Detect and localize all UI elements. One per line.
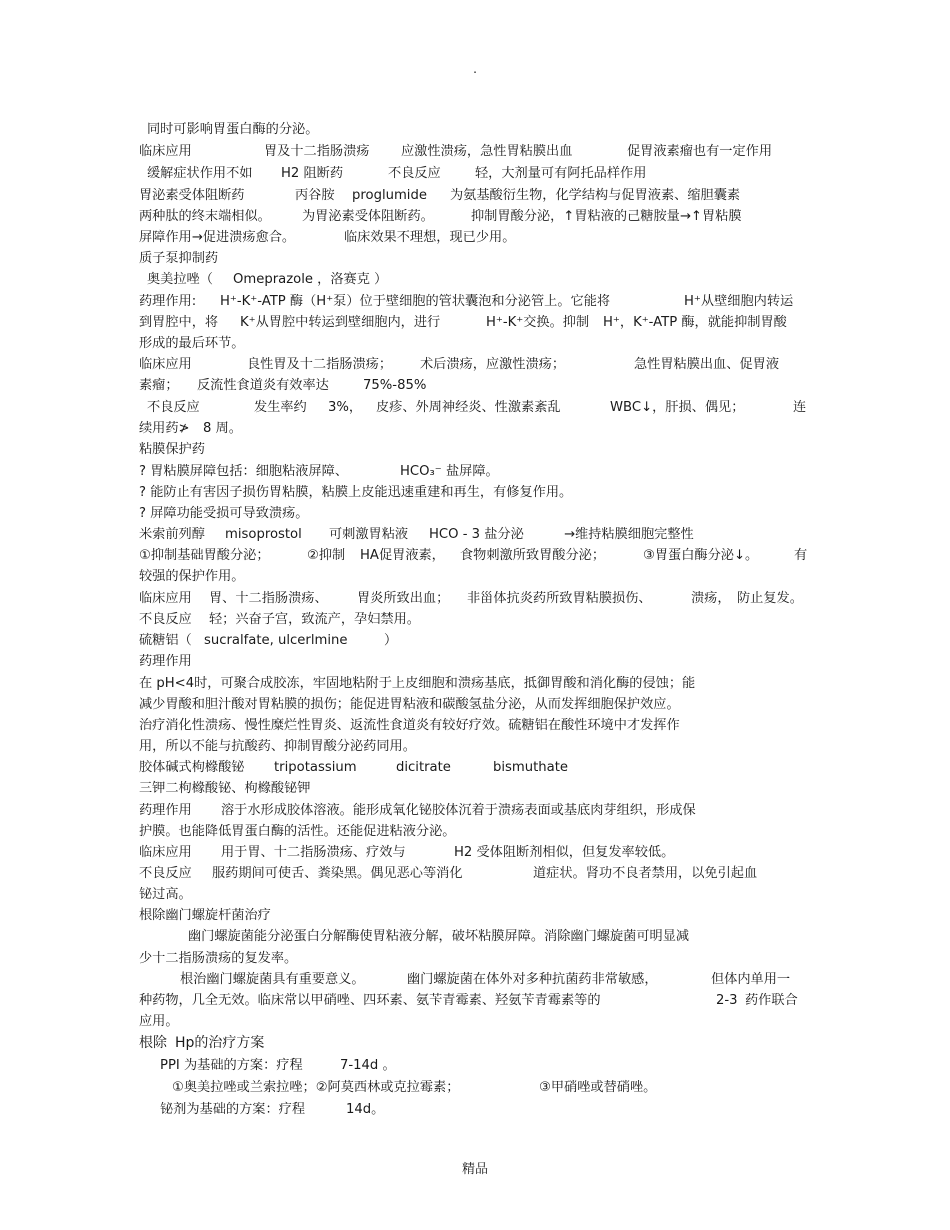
- text-segment: 临床应用: [139, 845, 192, 860]
- text-segment: 续用药≯: [139, 421, 190, 436]
- text-segment: 种药物，几全无效。临床常以甲硝唑、四环素、氨苄青霉素、羟氨苄青霉素等的: [139, 993, 601, 1008]
- text-segment: 两种肽的终末端相似。: [139, 209, 271, 224]
- text-segment: misoprostol: [225, 527, 302, 542]
- text-segment: 急性胃粘膜出血、促胃液: [634, 357, 780, 372]
- text-segment: 食物刺激所致胃酸分泌；: [460, 548, 606, 563]
- text-segment: 临床应用: [139, 357, 192, 372]
- text-segment: 临床应用: [139, 591, 192, 606]
- text-line: [0, 334, 950, 354]
- text-segment: tripotassium: [274, 760, 357, 775]
- text-segment: 应激性溃疡，急性胃粘膜出血: [401, 144, 573, 159]
- text-line: [0, 207, 950, 227]
- text-segment: 根除幽门螺旋杆菌治疗: [139, 908, 271, 923]
- text-segment: PPI 为基础的方案：疗程: [160, 1058, 303, 1073]
- text-segment: 7-14d 。: [340, 1058, 396, 1073]
- text-segment: 临床应用: [139, 144, 192, 159]
- text-segment: ? 胃粘膜屏障包括：细胞粘液屏障、: [139, 464, 349, 479]
- text-segment: 米索前列醇: [139, 527, 205, 542]
- text-segment: 缓解症状作用不如: [147, 166, 253, 181]
- text-segment: K⁺从胃腔中转运到壁细胞内，进行: [240, 315, 441, 330]
- text-segment: 反流性食道炎有效率达: [197, 378, 329, 393]
- text-line: [0, 1033, 950, 1053]
- text-line: [0, 801, 950, 821]
- text-line: [0, 695, 950, 715]
- text-line: [0, 610, 950, 630]
- text-segment: 屏障作用→促进溃疡愈合。: [139, 230, 296, 245]
- text-segment: 皮疹、外周神经炎、性激素紊乱: [376, 400, 561, 415]
- text-line: [0, 949, 950, 969]
- text-segment: 少十二指肠溃疡的复发率。: [139, 951, 298, 966]
- text-line: [0, 631, 950, 651]
- text-segment: 到胃腔中，将: [139, 315, 219, 330]
- text-line: [0, 652, 950, 672]
- text-line: [0, 483, 950, 503]
- text-segment: 减少胃酸和胆汁酸对胃粘膜的损伤；能促进胃粘液和碳酸氢盐分泌，从而发挥细胞保护效应。: [139, 697, 680, 712]
- text-segment: ? 屏障功能受损可导致溃疡。: [139, 506, 309, 521]
- text-segment: 发生率约: [254, 400, 307, 415]
- text-line: [0, 822, 950, 842]
- text-segment: 连: [793, 400, 807, 415]
- text-line: [0, 1012, 950, 1032]
- text-segment: 8 周。: [203, 421, 242, 436]
- text-segment: H⁺，K⁺-ATP 酶，就能抑制胃酸: [603, 315, 787, 330]
- text-segment: WBC↓，肝损、偶见；: [610, 400, 745, 415]
- text-segment: →维持粘膜细胞完整性: [564, 527, 694, 542]
- text-segment: ③胃蛋白酶分泌↓。: [643, 548, 759, 563]
- text-line: [0, 292, 950, 312]
- text-segment: proglumide: [352, 188, 427, 203]
- text-segment: 术后溃疡，应激性溃疡；: [420, 357, 566, 372]
- text-segment: 溃疡，: [691, 591, 731, 606]
- text-segment: 形成的最后环节。: [139, 336, 245, 351]
- text-line: [0, 716, 950, 736]
- text-segment: 不良反应: [139, 866, 192, 881]
- text-segment: 用，所以不能与抗酸药、抑制胃酸分泌药同用。: [139, 739, 416, 754]
- text-segment: 不良反应: [388, 166, 441, 181]
- text-segment: 胃及十二指肠溃疡: [264, 144, 370, 159]
- text-segment: 为胃泌素受体阻断药。: [302, 209, 434, 224]
- text-segment: 临床效果不理想，现已少用。: [344, 230, 516, 245]
- text-segment: sucralfate, ulcerlmine: [204, 633, 348, 648]
- text-segment: 同时可影响胃蛋白酶的分泌。: [147, 122, 319, 137]
- text-segment: 护膜。也能降低胃蛋白酶的活性。还能促进粘液分泌。: [139, 824, 456, 839]
- text-line: [0, 864, 950, 884]
- text-segment: 幽门螺旋菌能分泌蛋白分解酶使胃粘液分解，破坏粘膜屏障。消除幽门螺旋菌可明显减: [188, 929, 690, 944]
- text-segment: 防止复发。: [737, 591, 803, 606]
- text-segment: Hp的治疗方案: [175, 1035, 265, 1051]
- text-segment: 促胃液素瘤也有一定作用: [627, 144, 773, 159]
- text-segment: 质子泵抑制药: [139, 251, 219, 266]
- text-line: [0, 674, 950, 694]
- text-segment: 治疗消化性溃疡、慢性糜烂性胃炎、返流性食道炎有较好疗效。硫糖铝在酸性环境中才发挥作: [139, 718, 680, 733]
- text-segment: 不良反应: [147, 400, 200, 415]
- text-segment: 75%-85%: [363, 378, 427, 393]
- text-segment: 胃炎所致出血；: [357, 591, 450, 606]
- text-segment: 幽门螺旋菌在体外对多种抗菌药非常敏感，: [407, 972, 658, 987]
- text-line: [0, 970, 950, 990]
- text-line: [0, 164, 950, 184]
- text-segment: ②抑制: [307, 548, 346, 563]
- text-segment: 14d。: [346, 1102, 385, 1117]
- text-segment: 轻；兴奋子宫，致流产，孕妇禁用。: [209, 612, 420, 627]
- text-line: [0, 462, 950, 482]
- text-segment: H2 阻断药: [281, 166, 344, 181]
- text-segment: 在 pH<4时，可聚合成胶冻，牢固地粘附于上皮细胞和溃疡基底，抵御胃酸和消化酶的侵蚀；能: [139, 676, 696, 691]
- text-segment: ? 能防止有害因子损伤胃粘膜，粘膜上皮能迅速重建和再生，有修复作用。: [139, 485, 573, 500]
- text-line: [0, 1100, 950, 1120]
- text-segment: 药理作用: [139, 654, 192, 669]
- text-segment: 根除: [139, 1035, 167, 1051]
- text-segment: 抑制胃酸分泌，↑胃粘液的己糖胺量→↑胃粘膜: [471, 209, 742, 224]
- text-segment: 可刺激胃粘液: [329, 527, 409, 542]
- text-line: [0, 737, 950, 757]
- text-segment: 丙谷胺: [295, 188, 335, 203]
- text-segment: 药理作用: [139, 803, 192, 818]
- text-segment: 粘膜保护药: [139, 442, 205, 457]
- text-segment: ）: [384, 633, 398, 648]
- text-segment: 良性胃及十二指肠溃疡；: [247, 357, 393, 372]
- text-segment: 胃泌素受体阻断药: [139, 188, 245, 203]
- text-line: [0, 142, 950, 162]
- text-line: [0, 376, 950, 396]
- text-segment: 药理作用:: [139, 294, 197, 309]
- text-segment: 三钾二枸橼酸铋、枸橼酸铋钾: [139, 781, 311, 796]
- text-line: [0, 313, 950, 333]
- text-segment: H⁺-K⁺-ATP 酶（H⁺泵）位于壁细胞的管状囊泡和分泌管上。它能将: [220, 294, 611, 309]
- text-segment: 铋剂为基础的方案：疗程: [160, 1102, 306, 1117]
- text-segment: 但体内单用一: [711, 972, 791, 987]
- text-line: [0, 567, 950, 587]
- text-line: [0, 779, 950, 799]
- text-segment: Omeprazole ，洛赛克 ）: [233, 272, 388, 287]
- text-segment: 3%，: [328, 400, 363, 415]
- text-line: [0, 249, 950, 269]
- text-line: [0, 758, 950, 778]
- text-segment: 服药期间可使舌、粪染黑。偶见恶心等消化: [212, 866, 463, 881]
- text-segment: 道症状。肾功不良者禁用，以免引起血: [533, 866, 758, 881]
- text-segment: HCO₃⁻ 盐屏障。: [400, 464, 499, 479]
- text-line: [0, 589, 950, 609]
- text-segment: 溶于水形成胶体溶液。能形成氧化铋胶体沉着于溃疡表面或基底肉芽组织，形成保: [221, 803, 696, 818]
- text-segment: 轻，大剂量可有阿托品样作用: [475, 166, 647, 181]
- text-segment: bismuthate: [493, 760, 569, 775]
- text-line: [0, 440, 950, 460]
- text-line: [0, 398, 950, 418]
- text-line: [0, 525, 950, 545]
- text-segment: HCO - 3 盐分泌: [429, 527, 524, 542]
- text-segment: 素瘤；: [139, 378, 179, 393]
- text-segment: 胃、十二指肠溃疡、: [209, 591, 328, 606]
- text-segment: 用于胃、十二指肠溃疡、疗效与: [221, 845, 406, 860]
- text-segment: 较强的保护作用。: [139, 569, 245, 584]
- text-line: [0, 885, 950, 905]
- text-segment: H⁺从壁细胞内转运: [684, 294, 794, 309]
- text-segment: 胶体碱式枸橼酸铋: [139, 760, 245, 775]
- text-line: [0, 419, 950, 439]
- text-segment: 硫糖铝（: [139, 633, 192, 648]
- text-segment: 奥美拉唑（: [147, 272, 213, 287]
- text-line: [0, 504, 950, 524]
- text-segment: ①奥美拉唑或兰索拉唑；②阿莫西林或克拉霉素；: [172, 1080, 460, 1095]
- text-line: [0, 546, 950, 566]
- text-line: [0, 186, 950, 206]
- text-line: [0, 906, 950, 926]
- text-segment: 根治幽门螺旋菌具有重要意义。: [180, 972, 365, 987]
- text-segment: 不良反应: [139, 612, 192, 627]
- text-line: [0, 843, 950, 863]
- text-segment: H2 受体阻断剂相似，但复发率较低。: [454, 845, 675, 860]
- text-segment: 应用。: [139, 1014, 179, 1029]
- page-footer: 精品: [461, 1162, 488, 1177]
- header-mark: .: [473, 62, 477, 76]
- text-segment: 2-3: [716, 993, 738, 1008]
- text-line: [0, 120, 950, 140]
- text-segment: ③甲硝唑或替硝唑。: [539, 1080, 657, 1095]
- text-segment: H⁺-K⁺交换。抑制: [486, 315, 590, 330]
- text-line: [0, 1056, 950, 1076]
- text-line: [0, 355, 950, 375]
- text-segment: 铋过高。: [139, 887, 192, 902]
- text-line: [0, 1078, 950, 1098]
- text-segment: HA促胃液素，: [360, 548, 445, 563]
- text-segment: 为氨基酸衍生物，化学结构与促胃液素、缩胆囊素: [450, 188, 741, 203]
- text-segment: 有: [794, 548, 808, 563]
- text-segment: dicitrate: [396, 760, 451, 775]
- text-line: [0, 991, 950, 1011]
- text-segment: 非甾体抗炎药所致胃粘膜损伤、: [467, 591, 652, 606]
- text-line: [0, 228, 950, 248]
- text-segment: 药作联合: [745, 993, 798, 1008]
- text-segment: ①抑制基础胃酸分泌；: [139, 548, 270, 563]
- text-line: [0, 927, 950, 947]
- text-line: [0, 270, 950, 290]
